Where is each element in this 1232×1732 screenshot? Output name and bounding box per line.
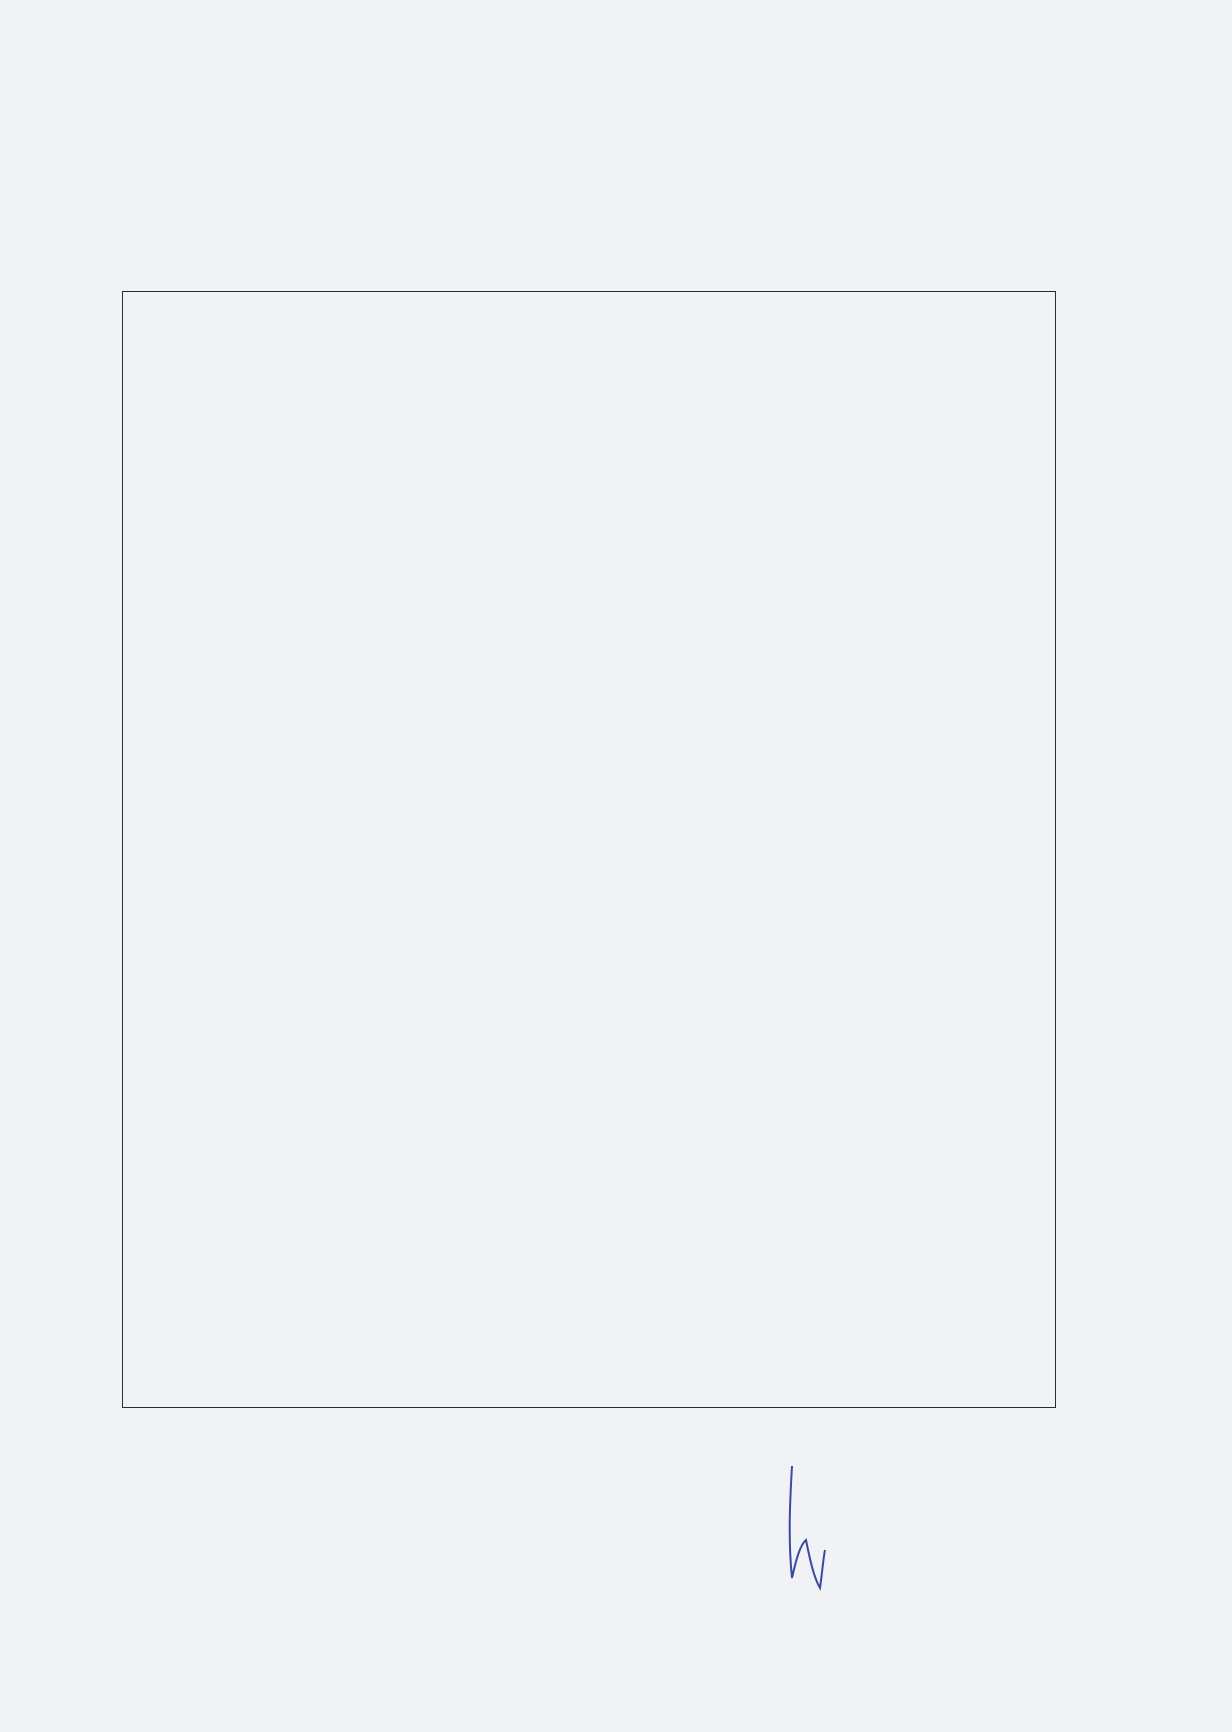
- signature-mark: [790, 1466, 825, 1588]
- info-card-table: [122, 291, 1056, 1408]
- official-stamp-signature: [730, 1460, 990, 1600]
